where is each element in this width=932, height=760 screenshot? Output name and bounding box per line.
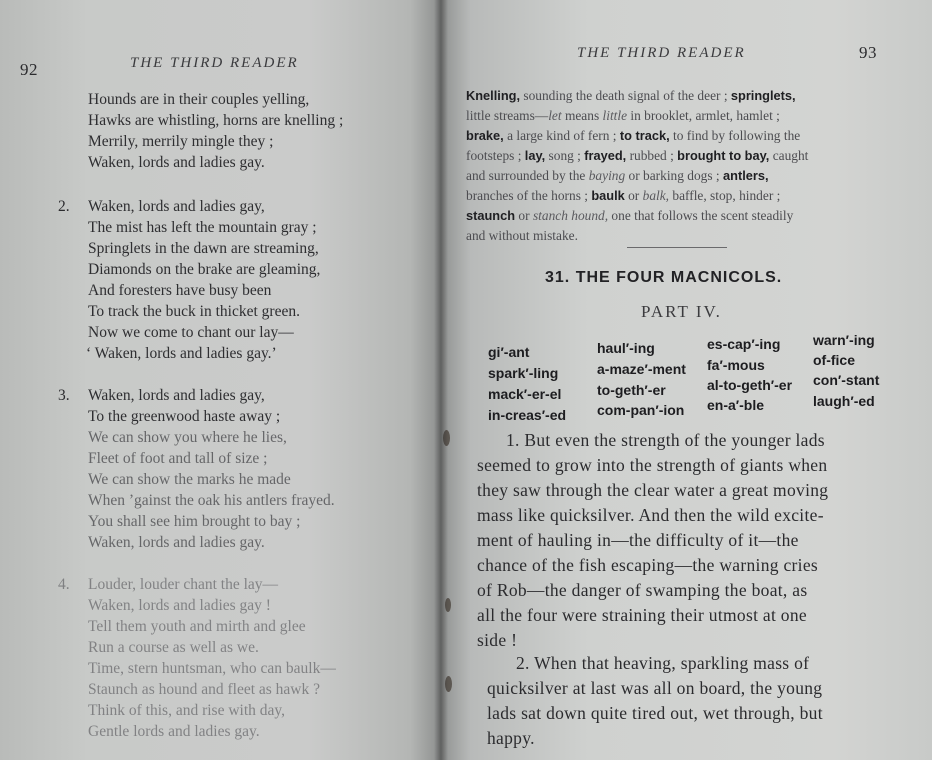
prose-line: happy. xyxy=(487,728,535,748)
right-running-head: THE THIRD READER xyxy=(577,45,746,61)
poem-line: When ’gainst the oak his antlers frayed. xyxy=(88,492,335,509)
poem-line: Waken, lords and ladies gay. xyxy=(88,154,265,171)
spelling-word: laugh′-ed xyxy=(813,393,875,409)
glossary-line: brake, a large kind of fern ; to track, to find by following the xyxy=(466,128,801,143)
prose-line: all the four were straining their utmost at one xyxy=(477,605,807,625)
right-page-number: 93 xyxy=(859,43,877,62)
spelling-word: a-maze′-ment xyxy=(597,361,686,377)
poem-line: Staunch as hound and fleet as hawk ? xyxy=(88,681,321,698)
part-label: PART IV. xyxy=(641,302,722,321)
glossary-line: little streams—let means little in brooklet, armlet, hamlet ; xyxy=(466,108,780,123)
stanza-number: 3. xyxy=(58,387,70,404)
spelling-word: warn′-ing xyxy=(813,332,875,348)
prose-line: they saw through the clear water a great moving xyxy=(477,480,829,500)
spelling-word: of-fice xyxy=(813,352,855,368)
poem-line: To the greenwood haste away ; xyxy=(88,408,281,425)
spelling-word: com-pan′-ion xyxy=(597,402,685,418)
poem-line: Louder, louder chant the lay— xyxy=(88,576,279,593)
prose-line: 2. When that heaving, sparkling mass of xyxy=(516,653,810,673)
glossary-line: footsteps ; lay, song ; frayed, rubbed ; brought to bay, caught xyxy=(466,148,809,163)
glossary-line: and surrounded by the baying or barking dogs ; antlers, xyxy=(466,168,769,183)
glossary-line: staunch or stanch hound, one that follows the scent steadily xyxy=(466,208,794,223)
poem-line: Think of this, and rise with day, xyxy=(88,702,286,719)
poem-line: Waken, lords and ladies gay. xyxy=(88,534,265,551)
poem-line: We can show you where he lies, xyxy=(88,429,287,446)
spelling-word: spark′-ling xyxy=(488,365,559,381)
prose-line: lads sat down quite tired out, wet through, but xyxy=(487,703,823,723)
left-page xyxy=(0,0,441,760)
prose-line: side ! xyxy=(477,630,518,650)
poem-line: Waken, lords and ladies gay ! xyxy=(88,597,271,614)
poem-line: Merrily, merrily mingle they ; xyxy=(88,133,274,150)
poem-line: Now we come to chant our lay— xyxy=(88,324,294,341)
right-page xyxy=(441,0,932,760)
poem-line: We can show the marks he made xyxy=(88,471,291,488)
poem-line: Tell them youth and mirth and glee xyxy=(88,618,306,635)
poem-line: Run a course as well as we. xyxy=(88,639,259,656)
spelling-word: in-creas′-ed xyxy=(488,407,567,423)
poem-line: Waken, lords and ladies gay, xyxy=(88,198,265,215)
book-gutter xyxy=(434,0,448,760)
poem-line: Gentle lords and ladies gay. xyxy=(88,723,260,740)
poem-line: Hounds are in their couples yelling, xyxy=(88,91,310,108)
spelling-word: en-a′-ble xyxy=(707,397,765,413)
poem-line: Fleet of foot and tall of size ; xyxy=(88,450,268,467)
poem-line: Springlets in the dawn are streaming, xyxy=(88,240,319,257)
spelling-word: fa′-mous xyxy=(707,357,765,373)
spelling-word: gi′-ant xyxy=(488,344,530,360)
spelling-word: haul′-ing xyxy=(597,340,655,356)
prose-line: mass like quicksilver. And then the wild excite- xyxy=(477,505,824,525)
prose-line: ment of hauling in—the difficulty of it—the xyxy=(477,530,799,550)
poem-line: ‘ Waken, lords and ladies gay.’ xyxy=(86,345,277,362)
spelling-word: al-to-geth′-er xyxy=(707,377,793,393)
poem-line: The mist has left the mountain gray ; xyxy=(88,219,317,236)
stanza-number: 4. xyxy=(58,576,70,593)
prose-line: chance of the fish escaping—the warning cries xyxy=(477,555,819,575)
prose-line: of Rob—the danger of swamping the boat, as xyxy=(477,580,808,600)
prose-line: 1. But even the strength of the younger lads xyxy=(506,430,825,450)
lesson-title: 31. THE FOUR MACNICOLS. xyxy=(545,269,783,286)
glossary-line: Knelling, sounding the death signal of the deer ; springlets, xyxy=(466,88,796,103)
section-rule xyxy=(627,247,727,248)
prose-line: seemed to grow into the strength of giants when xyxy=(477,455,828,475)
poem-line: To track the buck in thicket green. xyxy=(88,303,300,320)
poem-line: You shall see him brought to bay ; xyxy=(88,513,301,530)
spelling-word: es-cap′-ing xyxy=(707,336,781,352)
spelling-word: mack′-er-el xyxy=(488,386,562,402)
poem-line: Hawks are whistling, horns are knelling ; xyxy=(88,112,344,129)
left-running-head: THE THIRD READER xyxy=(130,55,299,71)
prose-line: quicksilver at last was all on board, the young xyxy=(487,678,823,698)
left-page-number: 92 xyxy=(20,60,38,79)
poem-line: Time, stern huntsman, who can baulk— xyxy=(88,660,336,677)
spelling-word: con′-stant xyxy=(813,372,880,388)
glossary-line: and without mistake. xyxy=(466,228,578,243)
poem-line: And foresters have busy been xyxy=(88,282,272,299)
poem-line: Diamonds on the brake are gleaming, xyxy=(88,261,321,278)
stanza-number: 2. xyxy=(58,198,70,215)
spelling-word: to-geth′-er xyxy=(597,382,666,398)
poem-line: Waken, lords and ladies gay, xyxy=(88,387,265,404)
glossary-line: branches of the horns ; baulk or balk, baffle, stop, hinder ; xyxy=(466,188,781,203)
